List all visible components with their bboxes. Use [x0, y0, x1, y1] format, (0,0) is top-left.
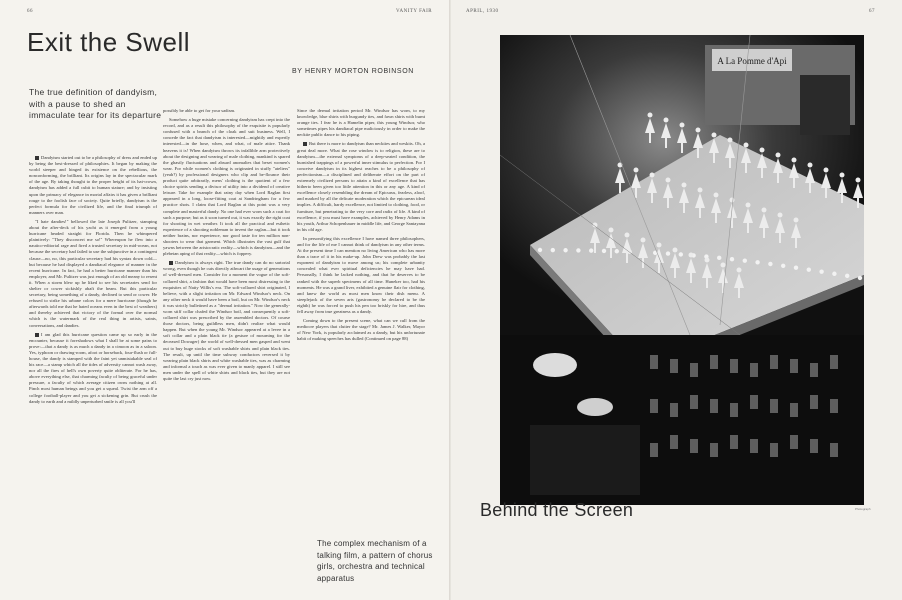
col2-paragraph-2: Somehow a huge mistake concerning dandyism has crept into the record, and as a result this philosophy of the exquisite is popularly confused with a branch of the cloak and suit business. Well, I concede the fact that dandyism is interested—mightily and expertly interested—in the hose, when, and what, of male attire. Thank heavens it is! When dandyism throws its infallible arm protectively about the designing and wearing of male clothing, mankind is spared the ghastly fluctuations and absurd anomalies that beset women's wear. For while women's clothing is originated in stuffy "ateliers" (yeah?) by professional designers who clip and be-flounce their product quite arbitrarily, mens' clothing is the quotient of a few choice spirits sending a divisor of utility into a dividend of creative leisure. Take for example that rainy day when Lord Raglan first appeared in a long, loose-fitting coat at Sandringham for a few practice shots. I claim that Lord Raglan at this point was a very complete and masterful dandy. No one had ever worn such a coat for such a purpose; but as it soon turned out, it was exactly the right coat for shooting in wet weather. It took all the practical and esthetic experience of a shooting nobleman to invent the raglan—but it took neither brains, nor experience, nor good taste for ten million non-shooters to wear that garment. Which illustrates the vast gulf that yawns between the aristocratic reality—which is dandyism—and the plebeian aping of that reality—which is foppery. — [163, 117, 290, 257]
music-stand — [790, 403, 798, 417]
music-stand — [810, 439, 818, 453]
music-stand — [650, 443, 658, 457]
footlight — [743, 258, 747, 262]
photo-credit: Photograph — [855, 507, 871, 511]
music-stand — [670, 359, 678, 373]
music-stand — [750, 395, 758, 409]
col2-paragraph-1: possibly be able to get for your sadism. — [163, 108, 236, 113]
col1-paragraph-1: Dandyism started out to be a philosophy of dress and ended up by being the best-dressed of philosophies. It began by making the world steeper and hinged its existence on the rebellious, the nonconforming, the brilliant. Its origins lay in the spectacular mark of the age. By taking thought to the proper height of its hat-crown, dandyism has added a full cubit to human stature; and by insisting upon the primacy of elegance in mortal affairs it has given a brilliant rouge to the foolish face of society. Quite briefly, dandyism is the perfect formula for the civilized life, and the final triumph of manners over man. — [29, 155, 157, 215]
music-stand — [690, 363, 698, 377]
footlight — [781, 264, 785, 268]
footlight — [576, 248, 580, 252]
article-title: Exit the Swell — [27, 27, 191, 57]
article-deck: The true definition of dandyism, with a pause to shed an immaculate tear for its departure — [29, 87, 162, 120]
footlight — [845, 274, 849, 278]
music-stand — [650, 355, 658, 369]
music-stand — [710, 443, 718, 457]
footlight — [602, 249, 606, 253]
footlight — [819, 269, 823, 273]
footlight — [717, 256, 721, 260]
photo-headline: Behind the Screen — [480, 500, 634, 520]
footlight — [563, 248, 567, 252]
footlight — [589, 248, 593, 252]
column-1 — [29, 155, 157, 595]
right-folio: 67 — [869, 9, 875, 14]
col3-paragraph-1: Since the dermal irritation period Mr. Windsor has worn, to my knowledge, blue shirts with burgundy ties, and fawn shirts with burnt orange ties. I fear he is a Hamelin piper, this young Windsor, who sometimes pipes his dandiacal pipe maliciously in order to make the necktie public dance to his piping. — [297, 108, 425, 138]
col3-paragraph-4: Coming down to the present scene, what can we cull from the mediocre players that clutter the stage? Mr. James J. Walker, Mayor of New York, is popularly acclaimed as a dandy, but his unfortunate habit of making speeches has dulled (Continued on page 88) — [297, 318, 425, 342]
music-stand — [730, 359, 738, 373]
music-stand — [810, 363, 818, 377]
col2-paragraph-3: Dandyism is always right. The true dandy can do no sartorial wrong, even though he cuts directly athwart the usage of generations of well-dressed men. Consider for a moment the vogue of the soft-collared shirt, a fashion that would have been most distressing to the exquisites of Natty Willis's era. The soft-collared shirt originated, I believe, with a slight irritation on Mr. Edward Windsor's neck. On any other neck it would have been a boil, but on Mr. Windsor's neck it was strictly bulletined as a "dermal irritation." Now the generally-worn stiff collar chafed the Windsor boil, and consequently a soft-collared shirt was prescribed by the assembled doctors. Of course those doctors, being guildless men, didn't realize what would happen. But when the young Mr. Windsor appeared at a levee in a soft collar and a plain black tie (a gesture of mourning for the deceased Dowager) the world of well-dressed men gasped and went out to buy huge stocks of soft washable shirts and plain black ties. The result, up until the time subway conductors reversed it by wearing plain black shirts and white washable ties, was as charming and informal a touch as was ever given to manly apparel. I still see men under the spell of white shirts and black ties, but they are not quite the last cry just now. — [163, 260, 290, 382]
music-stand — [710, 355, 718, 369]
music-stand — [770, 399, 778, 413]
paragraph-bullet-icon — [35, 333, 39, 337]
music-stand — [730, 403, 738, 417]
footlight — [730, 257, 734, 261]
music-stand — [830, 443, 838, 457]
column-2 — [163, 108, 290, 595]
col3-paragraph-3: In personifying this excellence I have named three philosophers, and for the life of me I cannot think of dandyism in any other terms. At the present time I can mention no living American who has more than a trace of it in his make-up. John Drew was probably the last exponent of dandyism to move among us; his complete urbanity concealed what ever spiritual deficiencies he may have had. Personally, I think he lacked nothing, and that he deserves to be ranked with the superb specimens of all time. Huneker too, had his moments. He was a grand liver, exhibited a genuine flair for clothing, and knew the world as most men know their dish menu. A steeplejack of the seven arts (gastronomy he declared to be the eighth) he was forced to push his pen too briskly for hire, and thus fell away from true greatness as a dandy. — [297, 235, 425, 314]
paragraph-bullet-icon — [169, 261, 173, 265]
theater-sign-text: A La Pomme d'Api — [717, 56, 787, 66]
music-stand — [770, 355, 778, 369]
footlight — [666, 251, 670, 255]
paragraph-bullet-icon — [303, 142, 307, 146]
footlight — [615, 249, 619, 253]
music-stand — [830, 399, 838, 413]
music-stand — [750, 363, 758, 377]
music-stand — [790, 435, 798, 449]
music-stand — [690, 439, 698, 453]
footlight — [755, 260, 759, 264]
footlight — [794, 265, 798, 269]
column-3 — [297, 108, 425, 595]
paragraph-bullet-icon — [35, 156, 39, 160]
right-running-head: APRIL, 1930 — [466, 9, 499, 14]
music-stand — [710, 399, 718, 413]
footlight — [832, 272, 836, 276]
footlight — [538, 248, 542, 252]
col1-paragraph-2: "I hate dandies!" bellowed the late Joseph Pulitzer, stamping about the after-deck of his yacht as it emerged from a young hurricane headed straight for Florida. Then he whimpered plaintively: "They disconcert me so!" Whereupon he flew into a nautico-editorial rage and fired a trusted secretary in mid-ocean, not because the secretary had failed to use the subjunctive in a contingent clause—no, no, this particular secretary had his syntax down cold—but because he had displayed a dandiacal elegance of manner in the recent hurricane. In fact, he had a better hurricane manner than his employer, and Mr. Pulitzer was just enough of an old meany to resent it. When a storm blew up he liked to see his secretaries send for shelter or cower sickishly abaft the beam. But this particular secretary, being something of a dandy, declined to send or cower. He refused to strike his urbane colors for a mere hurricane (though he afterwards told me that he hated oceans even in the best of weathers) and thereby achieved that victory of the formal over the normal which is the watermark of the real thing in artists, saints, conversations, and dandies. — [29, 218, 157, 328]
left-folio: 66 — [27, 9, 33, 14]
footlight — [679, 252, 683, 256]
byline: BY HENRY MORTON ROBINSON — [292, 68, 414, 75]
music-stand — [670, 435, 678, 449]
photo-caption: The complex mechanism of a talking film, a pattern of chorus girls, orchestra and technical apparatus — [317, 539, 433, 583]
right-page — [451, 0, 902, 600]
music-stand — [670, 403, 678, 417]
music-stand — [790, 359, 798, 373]
footlight — [858, 276, 862, 280]
music-stand — [810, 395, 818, 409]
col3-paragraph-2: But there is more to dandyism than neckties and weskits. Oh, a great deal more. What the rose window is to religion, these are to dandyism—the external symptoms of a deep-seated condition, the burnished trappings of a powerful inner stimulus to perfection. For I conceive dandyism in its highest reaches to be a philosophy of perfectionism—a disciplined and deliberate effort on the part of extremely civilized persons to attain a kind of excellence that has hitherto been given too little attention in this or any age. A kind of excellence closely resembling the dream of Epicurus, fearless, aloof, and marked by all the delicate moderation which the epicurean ideal implies. A difficult, hardy excellence, not limited to clothing, food, or furniture, but penetrating to the very core and radix of life. A kind of excellence, if you must have examples, achieved by Henry Adams in his youth, Arthur Schopenhauer in middle life, and George Santayana in his old age. — [297, 141, 425, 232]
music-stand — [750, 439, 758, 453]
left-running-head: VANITY FAIR — [396, 9, 433, 14]
music-stand — [650, 399, 658, 413]
footlight — [551, 248, 555, 252]
footlight — [807, 267, 811, 271]
stage-photo-icon — [500, 35, 864, 505]
music-stand — [730, 435, 738, 449]
footlight — [768, 262, 772, 266]
music-stand — [770, 443, 778, 457]
music-stand — [690, 395, 698, 409]
music-stand — [830, 355, 838, 369]
col1-paragraph-3: I am glad this hurricane question came up so early in the encounter, because it foreshadows what I shall be at some pains to prove:—that a dandy is as much a dandy in a cimoon as in a saloon. Yes, typhoon or drawing-room, afoot or horseback, four-flush or full-house, the dandy is stamped with the faint yet unmistakable seal of his race—a stamp which all the tides of adversity cannot wash away, nor all the fires of hell's own poverty quite obliterate. For he has, above everything else, that charming faculty of being graceful under pressure, a faculty of which average citizen owns nothing at all. Pinch most human beings and you get a squeal. Twist the arm off a college football-player and you get a sickening grin. But crush the dandy to earth and a mildly unperturbed smile is all you'll — [29, 331, 157, 404]
